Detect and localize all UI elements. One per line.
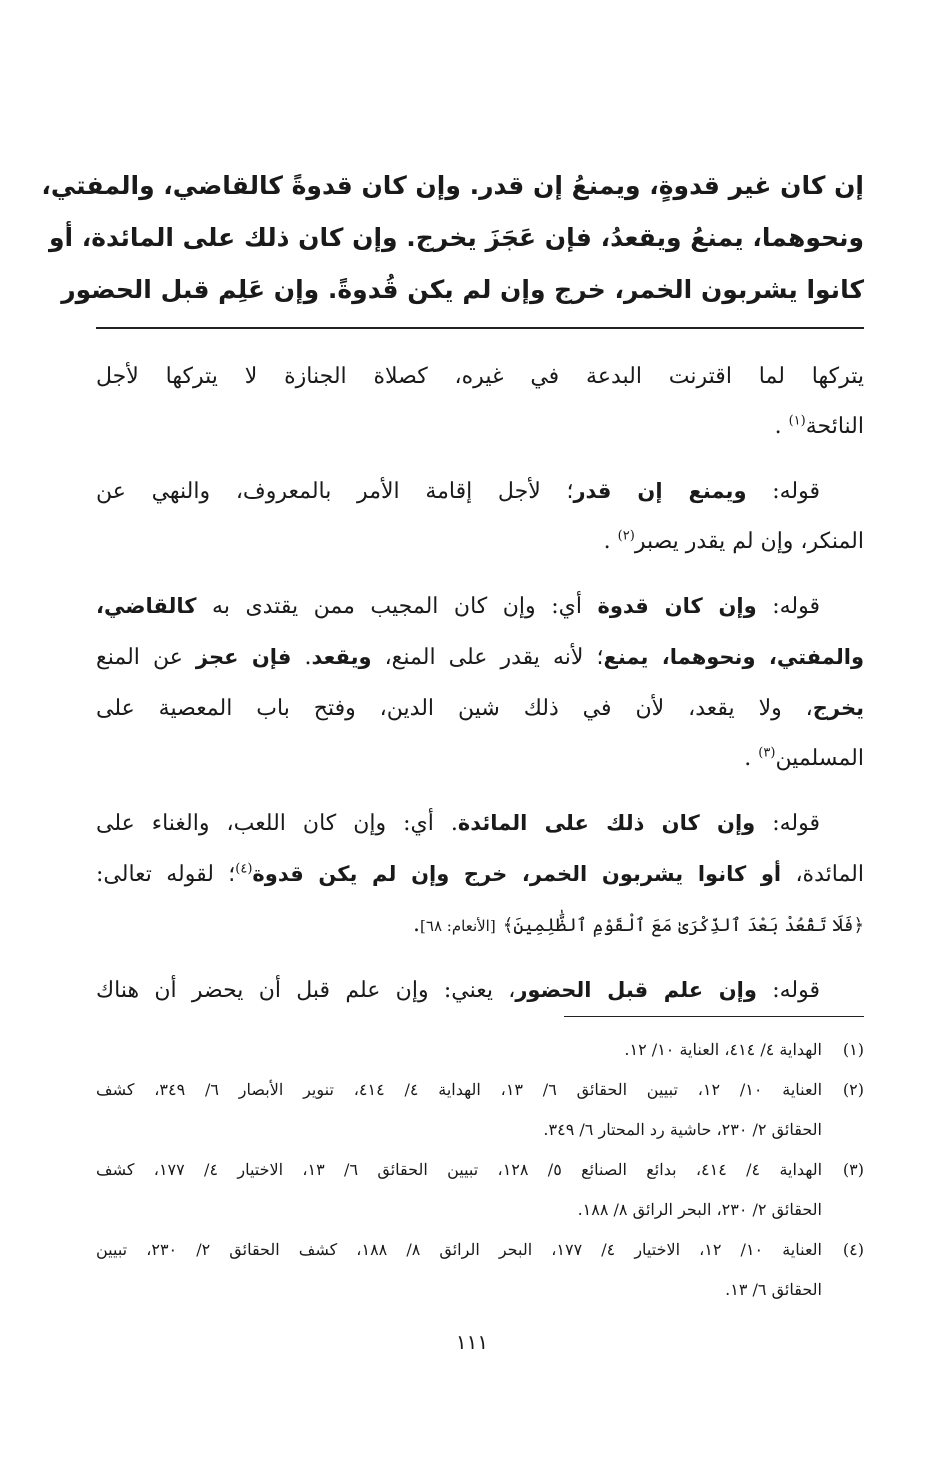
commentary-text: . — [291, 645, 312, 670]
footnote-body — [96, 1070, 822, 1150]
commentary-line — [96, 632, 864, 683]
footnote-line: الهداية ٤/ ٤١٤، بدائع الصنائع ٥/ ١٢٨، تبيين الحقائق ٦/ ١٣، الاختيار ٤/ ١٧٧، كشف — [96, 1160, 823, 1179]
footnote-body — [96, 1030, 822, 1070]
quran-verse: ﴿فَلَا تَقْعُدْ بَعْدَ ٱلذِّكْرَىٰ مَعَ ٱلْقَوْمِ ٱلظَّٰلِمِينَ﴾ — [502, 915, 864, 936]
quote-prefix: قوله: — [746, 479, 820, 504]
commentary-block — [96, 352, 864, 1030]
commentary-text: ؛ لأجل إقامة الأمر بالمعروف، والنهي عن — [96, 479, 574, 504]
period: . — [603, 529, 611, 554]
period: . — [774, 414, 782, 439]
commentary-line — [96, 798, 864, 849]
footnote-number: (١) — [842, 1040, 864, 1059]
main-text-line-1: إن كان غير قدوةٍ، ويمنعُ إن قدر. وإن كان قدوةً كالقاضي، والمفتي، — [41, 171, 864, 200]
commentary-text: عن المنع — [96, 645, 196, 670]
commentary-paragraph-4 — [96, 798, 864, 951]
commentary-paragraph-3 — [96, 581, 864, 784]
quoted-matn: ويمنع إن قدر — [573, 479, 747, 503]
footnote-line: الحقائق ٢/ ٢٣٠، حاشية رد المحتار ٦/ ٣٤٩. — [543, 1120, 822, 1139]
commentary-text: ، يعني: وإن علم قبل أن يحضر أن هناك — [96, 978, 516, 1003]
footnote-2 — [96, 1070, 864, 1150]
footnote-line: الهداية ٤/ ٤١٤، العناية ١٠/ ١٢. — [624, 1040, 822, 1059]
quote-prefix: قوله: — [756, 594, 821, 619]
footnote-divider — [564, 1016, 864, 1017]
commentary-text: ؛ لأنه يقدر على المنع، — [371, 645, 604, 670]
footnote-ref: (٤) — [235, 861, 253, 877]
commentary-line — [96, 734, 864, 784]
commentary-paragraph-5 — [96, 965, 864, 1016]
commentary-text: ، ولا يقعد، لأن في ذلك شين الدين، وفتح باب المعصية على — [96, 696, 813, 721]
main-text-divider — [96, 327, 864, 329]
commentary-line — [96, 466, 864, 517]
quoted-matn: والمفتي، ونحوهما، يمنع — [603, 645, 865, 669]
commentary-line: يتركها لما اقترنت البدعة في غيره، كصلاة الجنازة لا يتركها لأجل — [96, 364, 864, 389]
commentary-paragraph-2 — [96, 466, 864, 567]
footnote-line: الحقائق ٦/ ١٣. — [725, 1280, 822, 1299]
quoted-matn: وإن علم قبل الحضور — [515, 978, 757, 1002]
commentary-text: المنكر، وإن لم يقدر يصبر — [634, 529, 864, 554]
quote-prefix: قوله: — [756, 978, 820, 1003]
page-number: ١١١ — [455, 1330, 489, 1354]
footnote-ref: (٢) — [617, 528, 635, 544]
commentary-line — [96, 849, 864, 900]
quoted-matn: وإن كان قدوة — [597, 594, 757, 618]
footnote-number: (٣) — [842, 1160, 864, 1179]
footnote-4 — [96, 1230, 864, 1310]
period: . — [413, 912, 421, 937]
footnote-3 — [96, 1150, 864, 1230]
commentary-text: أي: وإن كان المجيب ممن يقتدى به — [196, 594, 598, 619]
footnote-line: العناية ١٠/ ١٢، تبيين الحقائق ٦/ ١٣، الهداية ٤/ ٤١٤، تنوير الأبصار ٦/ ٣٤٩، كشف — [96, 1080, 823, 1099]
quoted-matn: ويقعد — [311, 645, 372, 669]
quoted-matn: وإن كان ذلك على المائدة — [457, 811, 756, 835]
quoted-matn: كالقاضي، — [96, 594, 197, 618]
commentary-text: . أي: وإن كان اللعب، والغناء على — [96, 811, 458, 836]
quote-prefix: قوله: — [755, 811, 820, 836]
footnote-line: الحقائق ٢/ ٢٣٠، البحر الرائق ٨/ ١٨٨. — [577, 1200, 822, 1219]
footnote-body — [96, 1230, 822, 1310]
commentary-line — [96, 683, 864, 734]
footnote-1 — [96, 1030, 864, 1070]
commentary-line — [96, 517, 864, 567]
commentary-line — [96, 900, 864, 951]
main-text-line-3: كانوا يشربون الخمر، خرج وإن لم يكن قُدوةً. وإن عَلِم قبل الحضور — [61, 275, 864, 304]
quoted-matn: أو كانوا يشربون الخمر، خرج وإن لم يكن قدوة — [252, 862, 782, 886]
commentary-text: المسلمين — [775, 746, 864, 771]
footnote-number: (٤) — [842, 1240, 864, 1259]
footnote-number: (٢) — [842, 1080, 864, 1099]
quoted-matn: فإن عجز — [195, 645, 292, 669]
commentary-text: ؛ لقوله تعالى: — [96, 862, 236, 887]
quran-reference: [الأنعام: ٦٨] — [420, 917, 496, 935]
footnote-body — [96, 1150, 822, 1230]
commentary-line — [96, 581, 864, 632]
period: . — [744, 746, 752, 771]
commentary-line — [96, 965, 864, 1016]
commentary-text: النائحة — [805, 414, 864, 439]
main-text-block — [41, 160, 864, 316]
commentary-text: المائدة، — [781, 862, 864, 887]
main-text-line-2: ونحوهما، يمنعُ ويقعدُ، فإن عَجَزَ يخرج. وإن كان ذلك على المائدة، أو — [48, 223, 864, 252]
footnotes-block — [96, 1030, 864, 1310]
footnote-line: العناية ١٠/ ١٢، الاختيار ٤/ ١٧٧، البحر الرائق ٨/ ١٨٨، كشف الحقائق ٢/ ٢٣٠، تبيين — [96, 1240, 822, 1259]
commentary-paragraph-1 — [96, 352, 864, 452]
quoted-matn: يخرج — [812, 696, 864, 720]
footnote-ref: (١) — [788, 413, 806, 429]
commentary-line — [96, 402, 864, 452]
footnote-ref: (٣) — [758, 745, 776, 761]
